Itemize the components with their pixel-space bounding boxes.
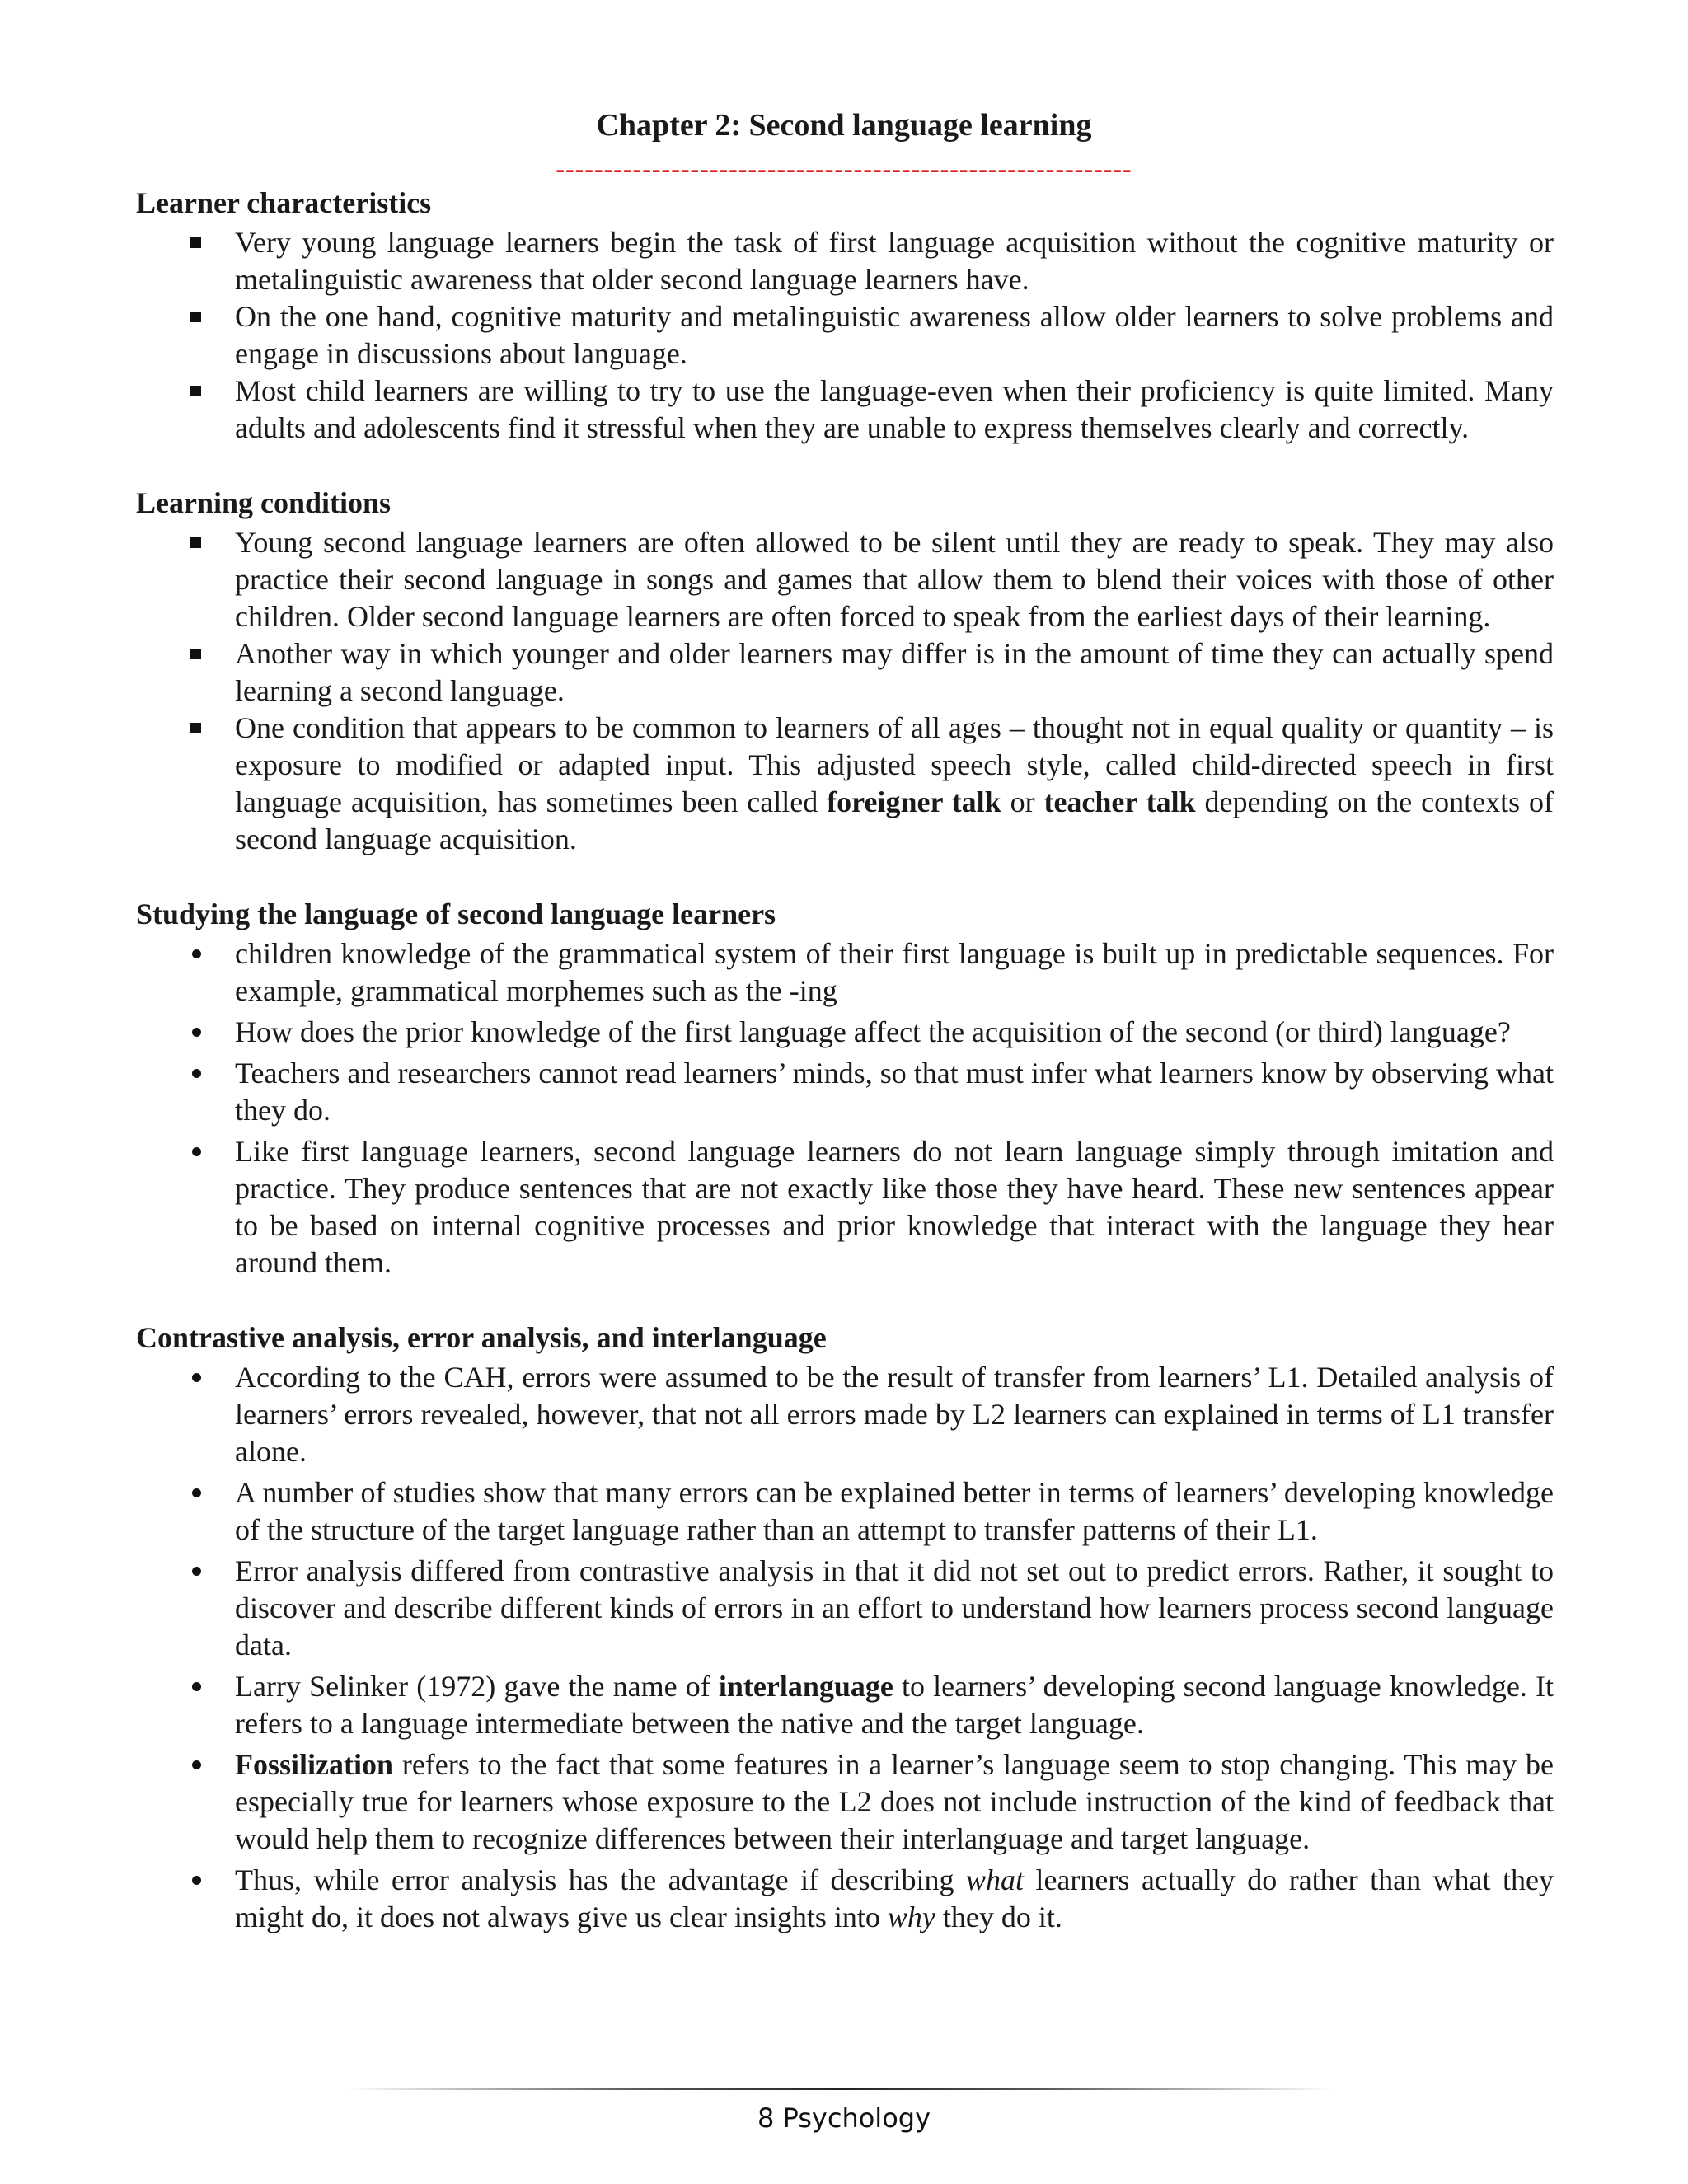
bullet-list [136, 1359, 1554, 1936]
list-item: On the one hand, cognitive maturity and metalinguistic awareness allow older learners to solve problems and engage in discussions about language. [136, 298, 1554, 373]
list-item: Like first language learners, second language learners do not learn language simply through imitation and practice. They produce sentences that are not exactly like those they have heard. These new sentences appear to be based on internal cognitive processes and prior knowledge that interact with the language they hear around them. [136, 1133, 1554, 1282]
list-item: How does the prior knowledge of the first language affect the acquisition of the second (or third) language? [136, 1014, 1554, 1051]
round-bullet-icon [192, 1760, 201, 1769]
round-bullet-icon [192, 1147, 201, 1156]
round-bullet-icon [192, 1567, 201, 1576]
emphasis-what: what [965, 1863, 1024, 1896]
square-bullet-icon [190, 723, 201, 733]
title-divider: ------------------------------------------------------------ [556, 155, 1132, 181]
emphasis-why: why [887, 1900, 935, 1933]
term-foreigner-talk: foreigner talk [827, 785, 1001, 818]
section-contrastive-analysis [136, 1318, 1554, 1936]
list-item: One condition that appears to be common to learners of all ages – thought not in equal quality or quantity – is exposure to modified or adapted input. This adjusted speech style, called child-directed speech in first language acquisition, has sometimes been called foreigner talk or teacher talk depending on the contexts of second language acquisition. [136, 710, 1554, 858]
list-item: Very young language learners begin the task of first language acquisition without the cognitive maturity or metalinguistic awareness that older second language learners have. [136, 224, 1554, 298]
section-heading: Contrastive analysis, error analysis, and interlanguage [136, 1321, 827, 1354]
list-item: Fossilization refers to the fact that some features in a learner’s language seem to stop changing. This may be especially true for learners whose exposure to the L2 does not include instruction of the kind of feedback that would help them to recognize differences between their interlanguage and target language. [136, 1746, 1554, 1858]
list-item: Teachers and researchers cannot read learners’ minds, so that must infer what learners know by observing what they do. [136, 1055, 1554, 1129]
bullet-list [136, 524, 1554, 858]
square-bullet-icon [190, 649, 201, 659]
section-heading: Studying the language of second language learners [136, 898, 776, 930]
round-bullet-icon [192, 1682, 201, 1691]
bullet-list [136, 935, 1554, 1282]
term-fossilization: Fossilization [235, 1748, 394, 1781]
list-item: Most child learners are willing to try to use the language-even when their proficiency is quite limited. Many adults and adolescents find it stressful when they are unable to express themselves clearly and correctly. [136, 373, 1554, 447]
square-bullet-icon [190, 537, 201, 548]
round-bullet-icon [192, 1876, 201, 1885]
round-bullet-icon [192, 1069, 201, 1078]
section-learning-conditions [136, 483, 1554, 858]
section-learner-characteristics [136, 183, 1554, 447]
list-item: Young second language learners are often allowed to be silent until they are ready to speak. They may also practice their second language in songs and games that allow them to blend their voices with those of other children. Older second language learners are often forced to speak from the earliest days of their learning. [136, 524, 1554, 635]
list-item: A number of studies show that many errors can be explained better in terms of learners’ developing knowledge of the structure of the target language rather than an attempt to transfer patterns of their L1. [136, 1474, 1554, 1549]
list-item: Thus, while error analysis has the advantage if describing what learners actually do rather than what they might do, it does not always give us clear insights into why they do it. [136, 1862, 1554, 1936]
round-bullet-icon [192, 1488, 201, 1497]
square-bullet-icon [190, 237, 201, 248]
section-studying-language [136, 894, 1554, 1282]
round-bullet-icon [192, 1373, 201, 1382]
list-item: Larry Selinker (1972) gave the name of interlanguage to learners’ developing second language knowledge. It refers to a language intermediate between the native and the target language. [136, 1668, 1554, 1742]
round-bullet-icon [192, 1028, 201, 1037]
document-body [136, 183, 1554, 1972]
list-item: According to the CAH, errors were assumed to be the result of transfer from learners’ L1. Detailed analysis of learners’ errors revealed, however, that not all errors made by L2 learners can explained in terms of L1 transfer alone. [136, 1359, 1554, 1470]
list-item: Error analysis differed from contrastive analysis in that it did not set out to predict errors. Rather, it sought to discover and describe different kinds of errors in an effort to understand how learners process second language data. [136, 1553, 1554, 1664]
round-bullet-icon [192, 949, 201, 958]
list-item: Another way in which younger and older learners may differ is in the amount of time they can actually spend learning a second language. [136, 635, 1554, 710]
section-heading: Learning conditions [136, 486, 392, 519]
square-bullet-icon [190, 386, 201, 396]
page-footer: 8 Psychology [757, 2102, 931, 2134]
chapter-title: Chapter 2: Second language learning [596, 108, 1092, 143]
bullet-list [136, 224, 1554, 447]
footer-divider [346, 2088, 1335, 2090]
list-item: children knowledge of the grammatical system of their first language is built up in predictable sequences. For example, grammatical morphemes such as the -ing [136, 935, 1554, 1010]
square-bullet-icon [190, 312, 201, 322]
section-heading: Learner characteristics [136, 186, 432, 219]
term-interlanguage: interlanguage [718, 1670, 893, 1703]
term-teacher-talk: teacher talk [1043, 785, 1196, 818]
